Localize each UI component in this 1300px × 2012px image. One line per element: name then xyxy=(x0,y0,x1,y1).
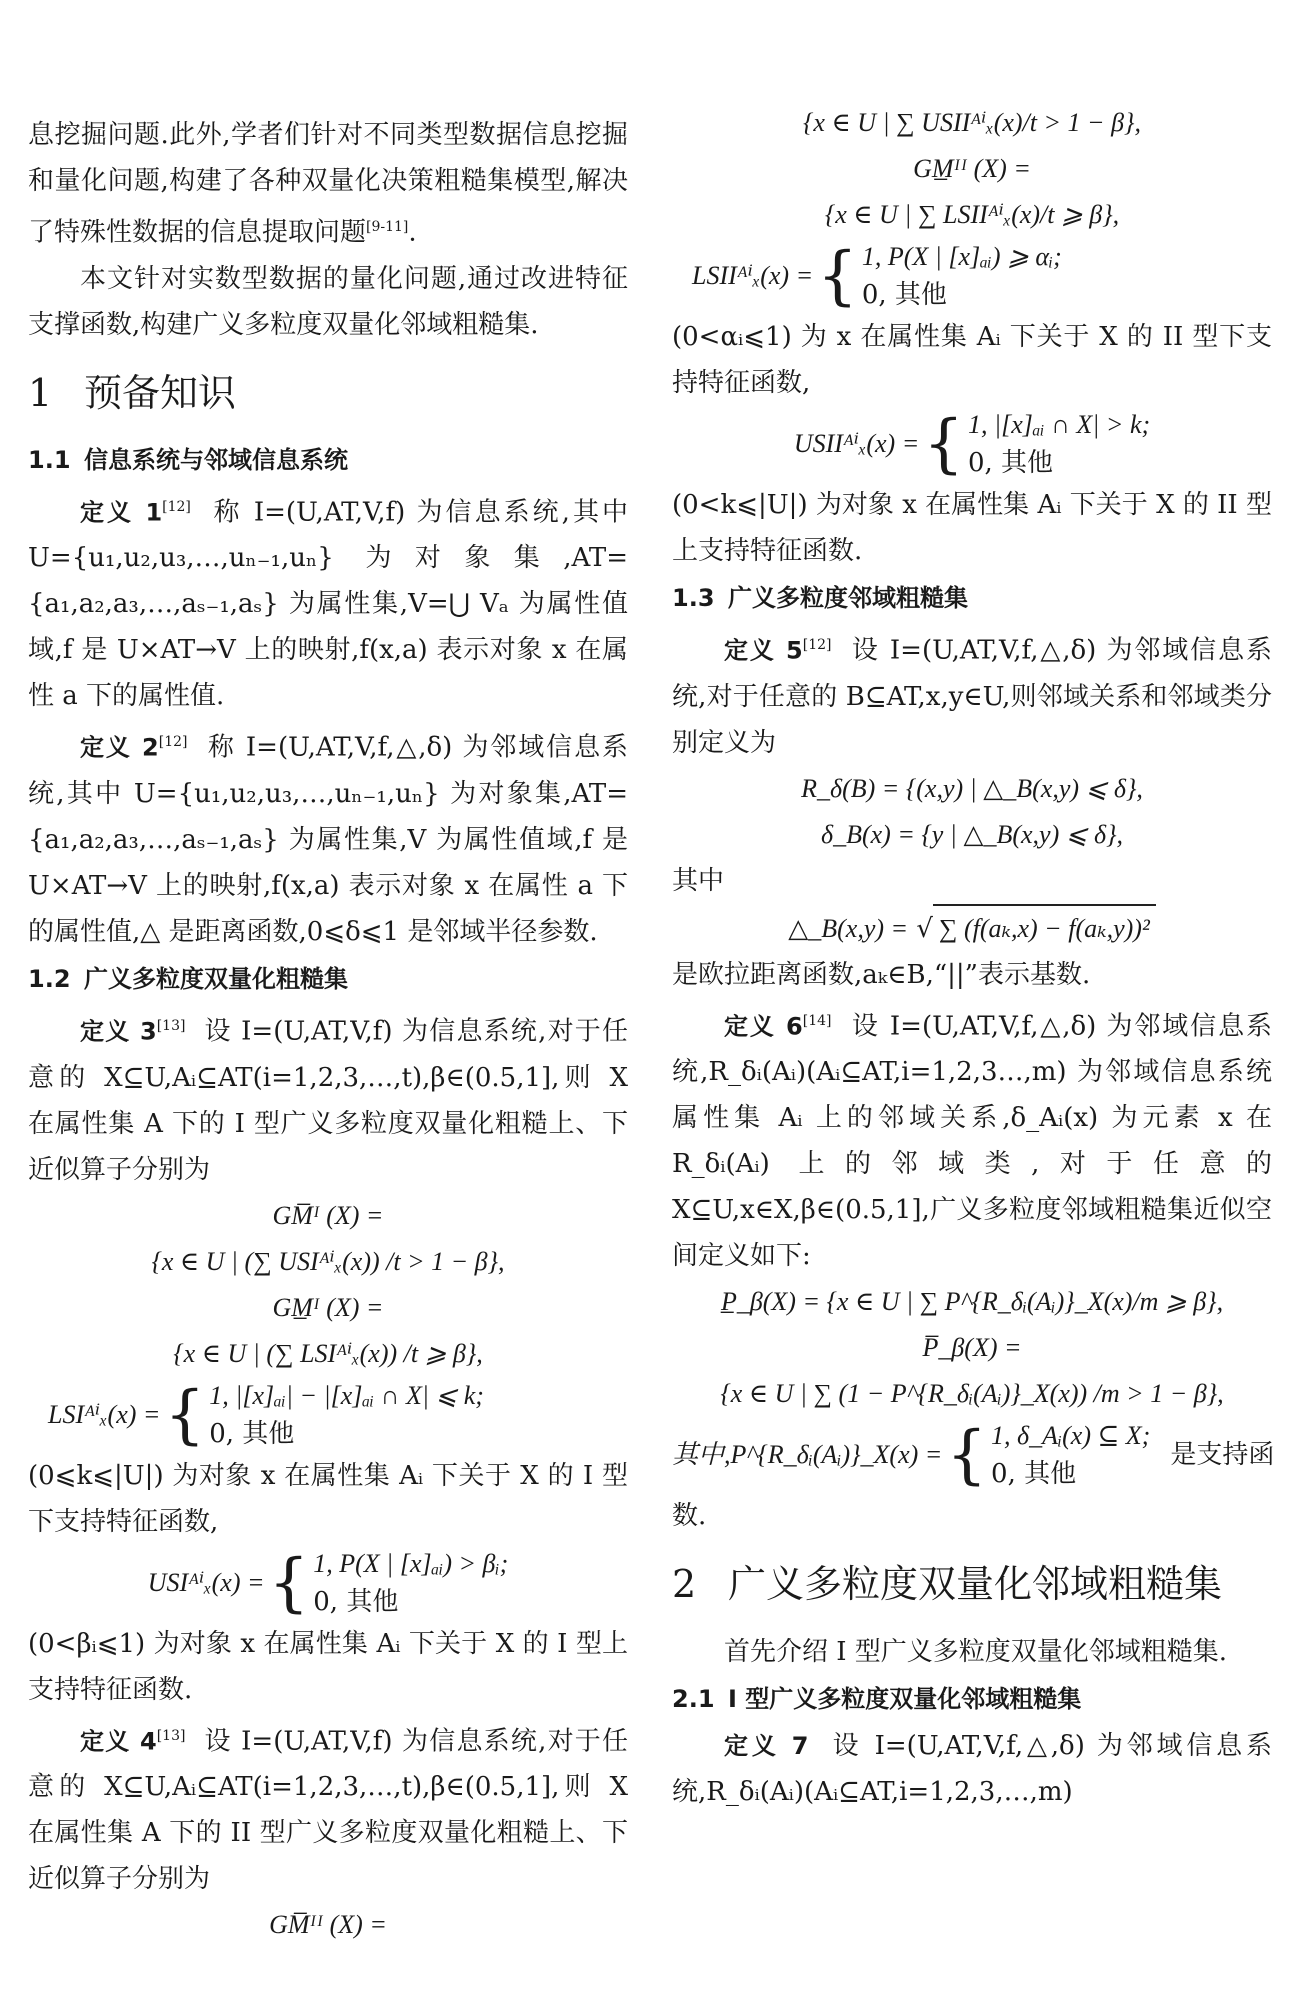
definition-4: 定义 4[13] 设 I=(U,AT,V,f) 为信息系统,对于任意的 X⊆U,Aᵢ⊆AT(i=1,2,3,…,t),β∈(0.5,1],则 X 在属性集 A 下的 II 型广义多粒度双量化粗糙上、下近似算子分别为 xyxy=(28,1726,629,1895)
equation-neighborhood-class: δ_B(x) = {y | △_B(x,y) ⩽ δ}, xyxy=(821,819,1123,849)
equation-lower-set-I: {x ∈ U | (∑ LSIᴬⁱₓ(x)) /t ⩾ β}, xyxy=(173,1338,483,1368)
where-label: 其中 xyxy=(672,865,725,896)
equation-upper-set-I: {x ∈ U | (∑ USIᴬⁱₓ(x)) /t > 1 − β}, xyxy=(151,1246,505,1276)
subsection-heading-1-3: 1.3 广义多粒度邻域粗糙集 xyxy=(672,584,968,612)
section-2-intro: 首先介绍 I 型广义多粒度双量化邻域粗糙集. xyxy=(724,1637,1228,1668)
equation-lower-gm-I: GM̲ᴵ (X) = xyxy=(272,1292,384,1322)
equation-usi: USIᴬⁱₓ(x) = { 1, P(X | [x]ₐᵢ) > βᵢ; 0, 其他 xyxy=(147,1545,509,1620)
distance-description: 是欧拉距离函数,aₖ∈B,“||”表示基数. xyxy=(672,959,1091,990)
equation-support-function: 其中,P^{R_δᵢ(Aᵢ)}_X(x) = { 1, δ_Aᵢ(x) ⊆ X; 0, 其他 是支持函 xyxy=(672,1418,1275,1493)
subsection-heading-1-1: 1.1 信息系统与邻域信息系统 xyxy=(28,445,348,474)
definition-1: 定义 1[12] 称 I=(U,AT,V,f) 为信息系统,其中 U={u₁,u₂,u₃,…,uₙ₋₁,uₙ} 为对象集,AT={a₁,a₂,a₃,…,aₛ₋₁,aₛ} 为属性集,V=⋃ Vₐ 为属性值域,f 是 U×AT→V 上的映射,f(x,a) 表示对象 x 在属性 a 下的属性值. xyxy=(28,497,628,712)
definition-2: 定义 2[12] 称 I=(U,AT,V,f,△,δ) 为邻域信息系统,其中 U={u₁,u₂,u₃,…,uₙ₋₁,uₙ} 为对象集,AT={a₁,a₂,a₃,…,aₛ₋₁,aₛ} 为属性集,V 为属性值域,f 是 U×AT→V 上的映射,f(x,a) 表示对象 x 在属性 a 下的属性值,△ 是距离函数,0⩽δ⩽1 是邻域半径参数. xyxy=(28,732,628,947)
left-brace: { xyxy=(923,407,964,481)
support-function-end: 数. xyxy=(672,1501,707,1532)
definition-3: 定义 3[13] 设 I=(U,AT,V,f) 为信息系统,对于任意的 X⊆U,Aᵢ⊆AT(i=1,2,3,…,t),β∈(0.5,1],则 X 在属性集 A 下的 I 型广义多粒度双量化粗糙上、下近似算子分别为 xyxy=(28,1016,629,1185)
equation-upper-gm-I: GM̅ᴵ (X) = xyxy=(272,1200,384,1230)
equation-lower-set-II: {x ∈ U | ∑ LSIIᴬⁱₓ(x)/t ⩾ β}, xyxy=(824,200,1120,229)
intro-paragraph-2: 本文针对实数型数据的量化问题,通过改进特征支撑函数,构建广义多粒度双量化邻域粗糙集. xyxy=(28,263,628,340)
subsection-heading-2-1: 2.1 I 型广义多粒度双量化邻域粗糙集 xyxy=(672,1685,1082,1714)
equation-usii: USIIᴬⁱₓ(x) = { 1, |[x]ₐᵢ ∩ X| > k; 0, 其他 xyxy=(793,407,1151,481)
equation-lsii: LSIIᴬⁱₓ(x) = { 1, P(X | [x]ₐᵢ) ⩾ αᵢ; 0, 其他 xyxy=(692,239,1062,313)
lsi-description: (0⩽k⩽|U|) 为对象 x 在属性集 Aᵢ 下关于 X 的 I 型下支持特征函数, xyxy=(28,1460,628,1537)
equation-upper-approx-lhs: P̅_β(X) = xyxy=(922,1333,1022,1363)
usi-description: (0<βᵢ⩽1) 为对象 x 在属性集 Aᵢ 下关于 X 的 I 型上支持特征函数. xyxy=(28,1628,628,1705)
definition-7: 定义 7 设 I=(U,AT,V,f,△,δ) 为邻域信息系统,R_δᵢ(Aᵢ)(Aᵢ⊆AT,i=1,2,3,…,m) xyxy=(672,1731,1272,1808)
citation: [9-11] xyxy=(366,219,409,235)
equation-lsi: LSIᴬⁱₓ(x) = { 1, |[x]ₐᵢ| − |[x]ₐᵢ ∩ X| ⩽ k; 0, 其他 xyxy=(48,1377,484,1452)
equation-upper-gm-II: GM̅ᴵᴵ (X) = xyxy=(269,1910,387,1940)
left-brace: { xyxy=(164,1377,206,1452)
equation-lower-approx: P̲_β(X) = {x ∈ U | ∑ P^{R_δᵢ(Aᵢ)}_X(x)/m ⩾ β}, xyxy=(720,1287,1224,1317)
intro-paragraph-1: 息挖掘问题.此外,学者们针对不同类型数据信息挖掘和量化问题,构建了各种双量化决策粗糙集模型,解决了特殊性数据的信息提取问题[9-11]. xyxy=(28,120,628,248)
lsii-description: (0<αᵢ⩽1) 为 x 在属性集 Aᵢ 下关于 X 的 II 型下支持特征函数, xyxy=(672,322,1272,398)
sqrt-symbol: √ xyxy=(916,913,933,944)
subsection-heading-1-2: 1.2 广义多粒度双量化粗糙集 xyxy=(28,964,348,993)
equation-lower-gm-II: GM̲ᴵᴵ (X) = xyxy=(913,154,1031,183)
right-column xyxy=(672,100,1275,1815)
left-brace: { xyxy=(817,239,858,313)
equation-euclidean-distance: △_B(x,y) = √ ∑ (f(aₖ,x) − f(aₖ,y))² xyxy=(672,904,1272,952)
equation-neighborhood-relation: R_δ(B) = {(x,y) | △_B(x,y) ⩽ δ}, xyxy=(801,773,1143,803)
section-heading-1: 1 预备知识 xyxy=(28,370,237,415)
section-heading-2: 2 广义多粒度双量化邻域粗糙集 xyxy=(672,1562,1223,1607)
equation-upper-set-II: {x ∈ U | ∑ USIIᴬⁱₓ(x)/t > 1 − β}, xyxy=(803,108,1141,137)
definition-6: 定义 6[14] 设 I=(U,AT,V,f,△,δ) 为邻域信息系统,R_δᵢ(Aᵢ)(Aᵢ⊆AT,i=1,2,3…,m) 为邻域信息系统属性集 Aᵢ 上的邻域关系,δ_Aᵢ(x) 为元素 x 在 R_δᵢ(Aᵢ) 上的邻域类,对于任意的 X⊆U,x∈X,β∈(0.5,1],广义多粒度邻域粗糙集近似空间定义如下: xyxy=(672,1011,1272,1272)
left-brace: { xyxy=(268,1545,310,1620)
left-brace: { xyxy=(946,1418,988,1493)
definition-5: 定义 5[12] 设 I=(U,AT,V,f,△,δ) 为邻域信息系统,对于任意的 B⊆AT,x,y∈U,则邻域关系和邻域类分别定义为 xyxy=(672,635,1272,758)
left-column xyxy=(28,112,628,1948)
usii-description: (0<k⩽|U|) 为对象 x 在属性集 Aᵢ 下关于 X 的 II 型上支持特征函数. xyxy=(672,490,1272,566)
equation-upper-approx-set: {x ∈ U | ∑ (1 − P^{R_δᵢ(Aᵢ)}_X(x)) /m > 1 − β}, xyxy=(720,1379,1224,1409)
